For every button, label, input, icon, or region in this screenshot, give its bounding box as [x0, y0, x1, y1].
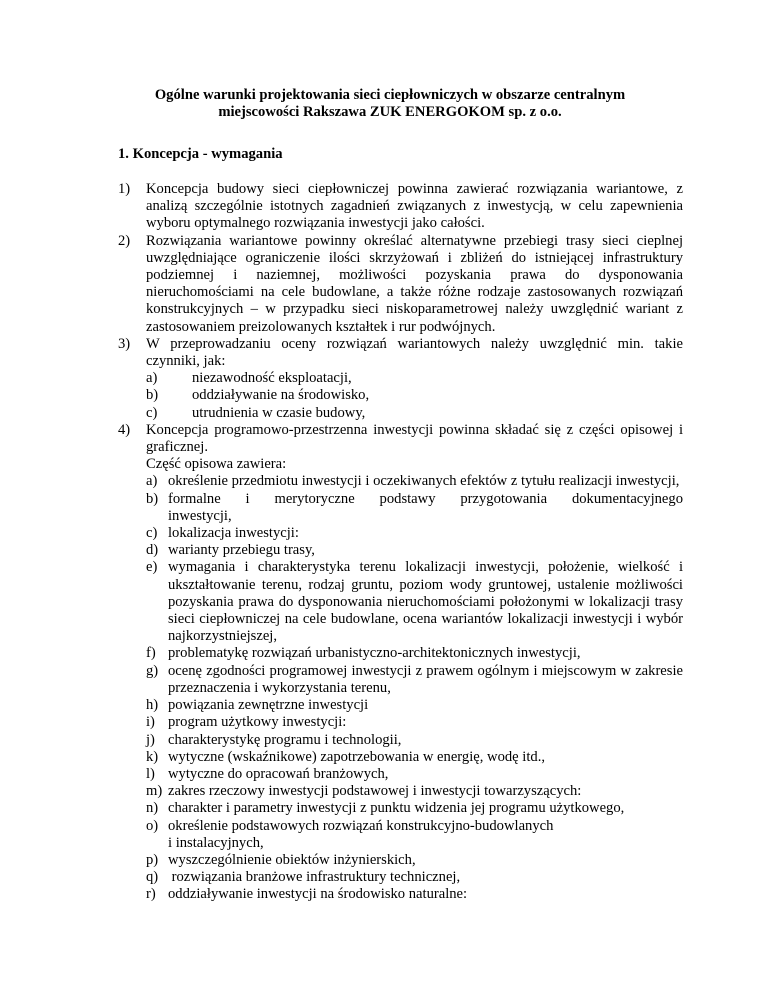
- description-item: [146, 542, 683, 559]
- description-label: b): [146, 490, 159, 507]
- description-label: e): [146, 559, 158, 576]
- description-label: r): [146, 886, 156, 903]
- list-item: [118, 336, 683, 422]
- description-label: f): [146, 645, 156, 662]
- description-text: program użytkowy inwestycji:: [168, 714, 347, 731]
- description-label: m): [146, 783, 163, 800]
- item-number: 3): [118, 335, 131, 352]
- description-item: [146, 491, 683, 525]
- description-text: zakres rzeczowy inwestycji podstawowej i inwestycji towarzyszących:: [168, 783, 582, 800]
- description-text: wyszczególnienie obiektów inżynierskich,: [168, 851, 416, 868]
- description-label: p): [146, 851, 159, 868]
- factor-text: utrudnienia w czasie budowy,: [192, 404, 366, 421]
- description-item: [146, 852, 683, 869]
- description-text: wytyczne do opracowań branżowych,: [168, 765, 389, 782]
- description-item: [146, 697, 683, 714]
- description-text: lokalizacja inwestycji:: [168, 525, 299, 542]
- description-label: d): [146, 542, 159, 559]
- description-label: q): [146, 869, 159, 886]
- list-item: [118, 233, 683, 336]
- description-label: k): [146, 748, 159, 765]
- title-line-1: Ogólne warunki projektowania sieci ciepłowniczych w obszarze centralnym: [154, 87, 626, 103]
- factor-text: oddziaływanie na środowisko,: [192, 387, 370, 404]
- factor-item: [146, 405, 683, 422]
- factor-item: [146, 370, 683, 387]
- item-number: 4): [118, 421, 131, 438]
- description-label: g): [146, 662, 159, 679]
- description-label: i): [146, 714, 155, 731]
- description-item: [146, 473, 683, 490]
- description-text: problematykę rozwiązań urbanistyczno-architektonicznych inwestycji,: [168, 645, 581, 662]
- description-text-line-2: i instalacyjnych,: [168, 834, 264, 851]
- description-item: [146, 559, 683, 645]
- description-text-line-2: inwestycji,: [168, 507, 232, 524]
- description-text: oddziaływanie inwestycji na środowisko naturalne:: [168, 886, 468, 903]
- description-item: [146, 869, 683, 886]
- item-number: 2): [118, 232, 131, 249]
- description-text: charakterystykę programu i technologii,: [168, 731, 402, 748]
- description-label: j): [146, 731, 155, 748]
- description-label: l): [146, 765, 155, 782]
- description-item: [146, 645, 683, 662]
- section-heading: 1. Koncepcja - wymagania: [118, 146, 283, 162]
- description-item: [146, 766, 683, 783]
- description-text: rozwiązania branżowe infrastruktury technicznej,: [168, 869, 461, 886]
- description-item: [146, 714, 683, 731]
- factor-label: a): [146, 370, 158, 387]
- description-text: charakter i parametry inwestycji z punktu widzenia jej programu użytkowego,: [168, 800, 625, 817]
- requirements-list: [118, 181, 683, 904]
- description-label: n): [146, 800, 159, 817]
- description-item: [146, 886, 683, 903]
- factor-label: b): [146, 387, 159, 404]
- list-item: [118, 422, 683, 904]
- description-item: [146, 525, 683, 542]
- list-item: [118, 181, 683, 233]
- item-text: Koncepcja budowy sieci ciepłowniczej powinna zawierać rozwiązania wariantowe, z analizą szczególnie istotnych zagadnień związanych z inwestycją, w celu zapewnienia wyboru optymalnego rozwiązania inwestycji jako całości.: [146, 181, 683, 232]
- factor-item: [146, 387, 683, 404]
- description-text: warianty przebiegu trasy,: [168, 542, 315, 559]
- description-item: [146, 732, 683, 749]
- description-label: h): [146, 697, 159, 714]
- description-text-line-1: określenie podstawowych rozwiązań konstrukcyjno-budowlanych: [168, 817, 554, 834]
- description-text: określenie przedmiotu inwestycji i oczekiwanych efektów z tytułu realizacji inwestycji,: [168, 473, 680, 490]
- item-number: 1): [118, 181, 131, 197]
- description-text: powiązania zewnętrzne inwestycji: [168, 697, 369, 714]
- description-item: [146, 663, 683, 697]
- description-item: [146, 783, 683, 800]
- description-label: a): [146, 473, 158, 490]
- description-item: [146, 800, 683, 817]
- description-intro: Część opisowa zawiera:: [146, 456, 287, 473]
- description-text: wymagania i charakterystyka terenu lokalizacji inwestycji, położenie, wielkość i ukształtowanie terenu, rodzaj gruntu, poziom wody gruntowej, ustalenie możliwości pozyskania prawa do dysponowania nieruchomościami położonymi w lokalizacji trasy sieci ciepłowniczej na cele budowlane, ocena wariantów lokalizacji inwestycji i wybór najkorzystniejszej,: [168, 559, 683, 645]
- factor-label: c): [146, 404, 158, 421]
- item-text: Koncepcja programowo-przestrzenna inwestycji powinna składać się z części opisowej i graficznej.: [146, 421, 683, 456]
- description-text: wytyczne (wskaźnikowe) zapotrzebowania w energię, wodę itd.,: [168, 748, 545, 765]
- description-label: c): [146, 525, 158, 542]
- factor-text: niezawodność eksploatacji,: [192, 370, 352, 387]
- item-text: Rozwiązania wariantowe powinny określać alternatywne przebiegi trasy sieci cieplnej uwzględniające ograniczenie ilości skrzyżowań i zbliżeń do istniejącej infrastruktury podziemnej i naziemnej, możliwości pozyskania prawa do dysponowania nieruchomościami na cele budowlane, a także różne rodzaje zastosowanych rozwiązań konstrukcyjnych – w przypadku sieci niskoparametrowej należy uwzględnić wariant z zastosowaniem preizolowanych kształtek i rur podwójnych.: [146, 232, 683, 335]
- item-text: W przeprowadzaniu oceny rozwiązań wariantowych należy uwzględnić min. takie czynniki, jak:: [146, 335, 683, 370]
- description-text-line-1: formalne i merytoryczne podstawy przygotowania dokumentacyjnego: [168, 490, 683, 507]
- title-line-2: miejscowości Rakszawa ZUK ENERGOKOM sp. z o.o.: [218, 104, 562, 120]
- description-item: [146, 749, 683, 766]
- description-label: o): [146, 817, 159, 834]
- description-text: ocenę zgodności programowej inwestycji z prawem ogólnym i miejscowym w zakresie przeznaczenia i wykorzystania terenu,: [168, 662, 683, 696]
- document-title: [100, 87, 680, 121]
- description-item: [146, 818, 683, 852]
